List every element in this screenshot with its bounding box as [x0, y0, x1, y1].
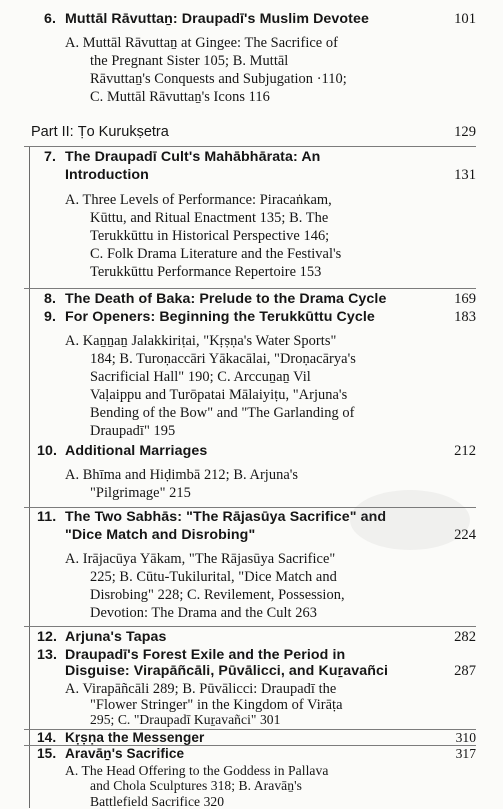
sub-line: Disrobing" 228; C. Revilement, Possession,: [90, 587, 345, 603]
entry-number: 10.: [37, 443, 58, 459]
page-number: 129: [454, 124, 476, 140]
page-number: 212: [454, 443, 476, 459]
page-number: 287: [454, 663, 476, 679]
entry-title: Disguise: Virapāñcāli, Pūvālicci, and Kuṟavañci: [65, 663, 388, 679]
page-number: 317: [455, 746, 476, 761]
sub-line: Terukkūttu Performance Repertoire 153: [90, 264, 322, 280]
page-number: 131: [454, 167, 476, 183]
sub-line: A. Kaṉṉaṉ Jalakkiriṭai, "Kṛṣṇa's Water Sports": [65, 333, 337, 349]
entry-number: 8.: [44, 291, 57, 307]
sub-line: 184; B. Turoṇaccāri Yākacālai, "Droṇacārya's: [90, 351, 356, 367]
sub-line: "Flower Stringer" in the Kingdom of Virāṭa: [90, 696, 343, 713]
entry-title: Additional Marriages: [65, 443, 208, 459]
sub-line: and Chola Sculptures 318; B. Aravāṉ's: [90, 778, 302, 793]
entry-number: 6.: [44, 11, 57, 27]
entry-number: 11.: [37, 509, 57, 525]
sub-line: 295; C. "Draupadī Kuṟavañci" 301: [90, 712, 281, 727]
sub-line: Battlefield Sacrifice 320: [90, 793, 225, 809]
sub-line: Terukkūttu in Historical Perspective 146;: [90, 228, 330, 244]
entry-title: Muttāl Rāvuttaṉ: Draupadī's Muslim Devotee: [65, 11, 369, 27]
entry-number: 13.: [37, 647, 58, 663]
entry-number: 7.: [44, 149, 57, 165]
page-number: 310: [455, 729, 476, 745]
entry-title: Aravāṉ's Sacrifice: [65, 746, 185, 761]
sub-line: C. Folk Drama Literature and the Festival's: [90, 246, 342, 262]
sub-line: the Pregnant Sister 105; B. Muttāl: [90, 53, 289, 69]
sub-line: A. Irājacūya Yākam, "The Rājasūya Sacrifice": [65, 551, 336, 567]
entry-title: Arjuna's Tapas: [65, 629, 167, 645]
entry-number: 12.: [37, 629, 58, 645]
entry-title: Draupadī's Forest Exile and the Period in: [65, 647, 346, 663]
entry-title: "Dice Match and Disrobing": [65, 527, 256, 543]
page-number: 224: [454, 527, 476, 543]
page-number: 183: [454, 309, 476, 325]
sub-line: Rāvuttaṉ's Conquests and Subjugation ·110;: [90, 71, 347, 87]
page-number: 169: [454, 291, 476, 307]
sub-line: A. Three Levels of Performance: Piracaṅkam,: [65, 192, 332, 208]
sub-line: A. Virapāñcāli 289; B. Pūvālicci: Draupadī the: [65, 681, 337, 697]
sub-line: Kūttu, and Ritual Enactment 135; B. The: [90, 210, 329, 226]
sub-line: Vaḷaippu and Turōpatai Mālaiyiṭu, "Arjuna's: [90, 387, 348, 403]
entry-title: For Openers: Beginning the Terukkūttu Cycle: [65, 309, 375, 325]
sub-line: Draupadī" 195: [90, 423, 176, 439]
entry-title: Kṛṣṇa the Messenger: [65, 729, 205, 745]
entry-title: The Two Sabhās: "The Rājasūya Sacrifice" and: [65, 509, 387, 525]
divider-rule: [24, 146, 476, 147]
entry-number: 15.: [37, 746, 57, 761]
entry-title: The Draupadī Cult's Mahābhārata: An: [65, 149, 321, 165]
margin-bar: [29, 147, 30, 808]
sub-line: A. The Head Offering to the Goddess in Pallava: [65, 762, 329, 778]
sub-line: Sacrificial Hall" 190; C. Arccuṉaṉ Vil: [90, 369, 311, 385]
entry-title: The Death of Baka: Prelude to the Drama Cycle: [65, 291, 387, 307]
part-heading: Part II: Ṭo Kurukṣetra: [31, 124, 169, 140]
divider-rule: [24, 626, 476, 627]
sub-line: A. Muttāl Rāvuttaṉ at Gingee: The Sacrifice of: [65, 35, 338, 51]
entry-title: Introduction: [65, 167, 149, 183]
sub-line: 225; B. Cūtu-Tukilurital, "Dice Match and: [90, 569, 337, 585]
sub-line: "Pilgrimage" 215: [90, 485, 191, 501]
page-number: 101: [454, 11, 476, 27]
divider-rule: [24, 288, 476, 289]
paper-smudge: [350, 490, 470, 550]
entry-number: 9.: [44, 309, 57, 325]
sub-line: Bending of the Bow" and "The Garlanding of: [90, 405, 355, 421]
page-number: 282: [454, 629, 476, 645]
entry-number: 14.: [37, 729, 57, 745]
sub-line: C. Muttāl Rāvuttaṉ's Icons 116: [90, 89, 270, 105]
sub-line: Devotion: The Drama and the Cult 263: [90, 605, 317, 621]
sub-line: A. Bhīma and Hiḍimbā 212; B. Arjuna's: [65, 467, 299, 483]
